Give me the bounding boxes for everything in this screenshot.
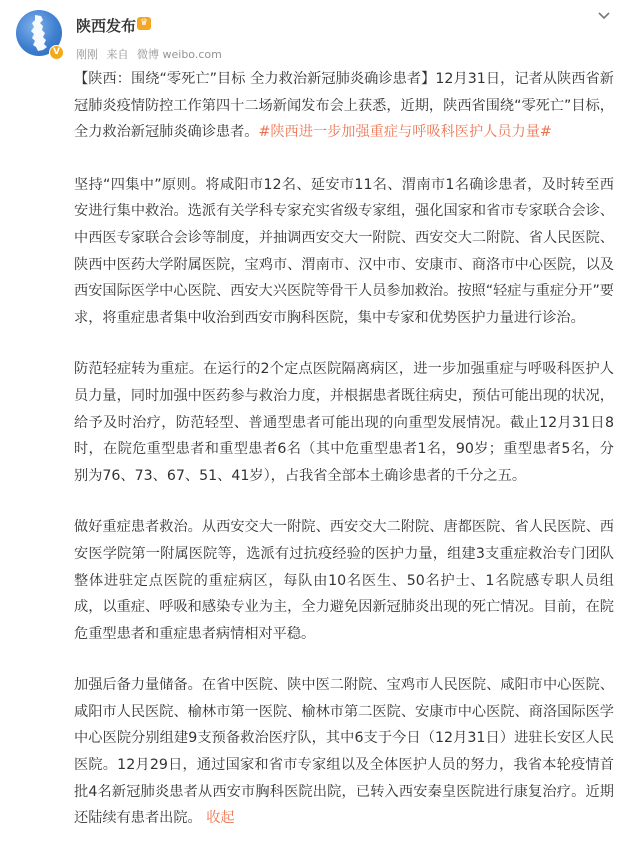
topic-link[interactable]: #陕西进一步加强重症与呼吸科医护人员力量# — [258, 124, 552, 141]
chevron-down-icon[interactable] — [597, 10, 611, 22]
lead-text: 【陕西：围绕“零死亡”目标 全力救治新冠肺炎确诊患者】12月31日，记者从陕西省新冠肺炎疫情防控工作第四十二场新闻发布会上获悉，近期，陕西省围绕“零死亡”目标，全力救治新冠肺炎确诊患者。 — [74, 71, 614, 141]
post-time[interactable]: 刚刚 — [76, 48, 98, 61]
post-source[interactable]: 微博 weibo.com — [137, 48, 222, 61]
reserve-text: 加强后备力量储备。在省中医院、陕中医二附院、宝鸡市人民医院、咸阳市中心医院、咸阳市人民医院、榆林市第一医院、榆林市第二医院、安康市中心医院、商洛国际医学中心医院分别组建9支预备救治医疗队，其中6支于今日（12月31日）进驻长安区人民医院。12月29日，通过国家和省市专家组以及全体医护人员的努力，我省本轮疫情首批4名新冠肺炎患者从西安市胸科医院出院，已转入西安秦皇医院进行康复治疗。近期还陆续有患者出院。 — [74, 677, 614, 827]
verified-icon: V — [49, 45, 64, 60]
vip-icon[interactable]: ♛ — [137, 17, 151, 30]
account-name[interactable]: 陕西发布 — [76, 17, 137, 35]
collapse-link[interactable]: 收起 — [206, 810, 235, 827]
source-prefix: 来自 — [106, 48, 129, 61]
paragraph-reserve — [74, 672, 614, 832]
post-content — [74, 66, 614, 857]
paragraph-lead — [74, 66, 614, 146]
paragraph-treatment: 做好重症患者救治。从西安交大一附院、西安交大二附院、唐都医院、省人民医院、西安医学院第一附属医院等，选派有过抗疫经验的医护力量，组建3支重症救治专门团队整体进驻定点医院的重症病区，每队由10名医生、50名护士、1名院感专职人员组成，以重症、呼吸和感染专业为主，全力避免因新冠肺炎出现的死亡情况。目前，在院危重型患者和重症患者病情相对平稳。 — [74, 519, 614, 642]
paragraph-concentration: 坚持“四集中”原则。将咸阳市12名、延安市11名、渭南市1名确诊患者，及时转至西安进行集中救治。选派有关学科专家充实省级专家组，强化国家和省市专家联合会诊、中西医专家联合会诊等制度，并抽调西安交大一附院、西安交大二附院、省人民医院、陕西中医药大学附属医院，宝鸡市、渭南市、汉中市、安康市、商洛市中心医院，以及西安国际医学中心医院、西安大兴医院等骨干人员参加救治。按照“轻症与重症分开”要求，将重症患者集中收治到西安市胸科医院，集中专家和优势医护力量进行诊治。 — [74, 176, 614, 326]
paragraph-prevention: 防范轻症转为重症。在运行的2个定点医院隔离病区，进一步加强重症与呼吸科医护人员力量，同时加强中医药参与救治力度，并根据患者既往病史，预估可能出现的状况，给予及时治疗，防范轻型、普通型患者可能出现的向重型发展情况。截止12月31日8时，在院危重型患者和重型患者6名（其中危重型患者1名，90岁；重型患者5名，分别为76、73、67、51、41岁），占我省全部本土确诊患者的千分之五。 — [74, 361, 614, 484]
post-meta — [76, 46, 227, 62]
